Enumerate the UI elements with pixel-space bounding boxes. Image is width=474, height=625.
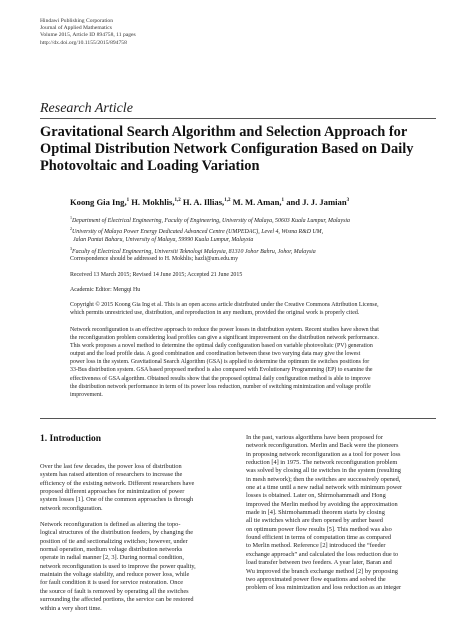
title-line: Photovoltaic and Loading Variation: [40, 158, 260, 174]
body-line: all tie switches which are then opened by anther based: [246, 517, 383, 525]
title-line: Optimal Distribution Network Configuration Based on Daily: [40, 141, 414, 157]
body-line: in proposing network reconfiguration as a tool for power loss: [246, 450, 401, 458]
body-line: found efficient in terms of computation time as compared: [246, 534, 392, 542]
abstract-divider: [40, 418, 436, 419]
body-line: for fault condition it is used for service restoration. Once: [40, 579, 184, 587]
copyright-line: which permits unrestricted use, distribution, and reproduction in any medium, provided the original work is properly cited.: [70, 309, 360, 316]
abstract-line: effectiveness of GSA algorithm. Obtained results show that the proposed optimal daily configuration method is able to improve: [70, 375, 371, 382]
body-line: position of tie and sectionalizing switches; however, under: [40, 537, 188, 545]
paper-title: [40, 124, 440, 175]
body-line: two approximated power flow equations and solved the: [246, 575, 386, 583]
body-line: was solved by closing all tie switches in the system (resulting: [246, 467, 401, 475]
body-line: one at a time until a new radial network with minimum power: [246, 484, 403, 492]
author-name: M. M. Aman,: [232, 197, 282, 207]
affiliation-line: $^2$University of Malaya Power Energy Dedicated Advanced Centre (UMPEDAC), Level 4, Wisma R&D UM,: [70, 226, 324, 236]
body-line: system losses [1]. One of the common approaches is through: [40, 496, 194, 504]
body-line: operate in radial manner [2, 3]. During normal condition,: [40, 554, 184, 562]
body-line: maintain the voltage stability, and reduce power loss, while: [40, 571, 190, 579]
publication-dates: Received 13 March 2015; Revised 14 June 2015; Accepted 21 June 2015: [70, 272, 243, 278]
abstract-line: This work proposes a novel method to determine the optimal daily configuration based on variable photovoltaic (PV) generation: [70, 343, 373, 350]
body-line: on optimum power flow results [5]. This method was also: [246, 525, 392, 533]
correspondence: Correspondence should be addressed to H. Mokhlis; hazli@um.edu.my: [70, 256, 239, 262]
body-line: network reconfiguration. Merlin and Back were the pioneers: [246, 442, 399, 450]
author-affil-sup: 1,2: [224, 198, 231, 204]
abstract-line: output and the load profile data. A good combination and coordination between these two varying data may give the lowest: [70, 351, 361, 358]
author-affil-sup: 1: [126, 198, 130, 204]
affiliation-line: $^3$Faculty of Electrical Engineering, Universiti Teknologi Malaysia, 81310 Johor Bahru, Johor, Malaysia: [70, 245, 316, 255]
body-line: network reconfiguration is used to improve the power quality,: [40, 562, 196, 570]
body-line: reduction [4] in 1975. The network reconfiguration problem: [246, 459, 398, 467]
body-line: Over the last few decades, the power loss of distribution: [40, 463, 182, 470]
affiliation-line: $^1$Department of Electrical Engineering, Faculty of Engineering, University of Malaya, 50603 Kuala Lumpur, Malaysia: [70, 215, 350, 224]
title-line: Gravitational Search Algorithm and Selection Approach for: [40, 124, 408, 140]
affiliation-line: Jalan Pantai Baharu, University of Malaya, 59990 Kuala Lumpur, Malaysia: [73, 237, 254, 244]
author-name: H. Mokhlis,: [131, 197, 175, 207]
body-line: the source of fault is removed by operating all the switches: [40, 587, 189, 595]
copyright-line: Copyright © 2015 Koong Gia Ing et al. This is an open access article distributed under the Creative Commons Attribution License,: [70, 302, 379, 308]
author-name: Koong Gia Ing,: [70, 197, 127, 207]
header-divider: [40, 118, 436, 119]
publisher-name: Hindawi Publishing Corporation: [40, 18, 114, 24]
abstract-line: power loss in the system. Gravitational Search Algorithm (GSA) is applied to determine the optimum tie switches positions for: [70, 359, 370, 366]
body-line: problem of loss minimization and loss reduction as an integer: [246, 584, 402, 592]
author-affil-sup: 1,2: [174, 198, 181, 204]
abstract-line: the distribution network performance in term of its power loss reduction, number of switching minimization and voltage profile: [70, 383, 371, 390]
body-line: in mesh network); then the switches are successively opened,: [246, 475, 401, 483]
journal-masthead: [40, 18, 136, 47]
body-line: losses is obtained. Later on, Shirmohammadi and Hong: [246, 492, 386, 500]
author-affil-sup: 3: [346, 198, 350, 204]
doi-link[interactable]: http://dx.doi.org/10.1155/2015/894758: [40, 39, 127, 46]
academic-editor: Academic Editor: Mengqi Hu: [70, 287, 141, 293]
left-column: [40, 463, 230, 613]
body-line: In the past, various algorithms have been proposed for: [246, 434, 383, 441]
body-line: improved the Merlin method by avoiding the approximation: [246, 500, 398, 508]
volume-line: Volume 2015, Article ID 894758, 11 pages: [40, 32, 136, 39]
abstract-line: the reconfiguration problem considering load profiles can give a significant improvement on the distribution network performance.: [70, 335, 379, 342]
body-line: Wu improved the branch exchange method [2] by proposing: [246, 567, 398, 575]
body-line: normal operation, medium voltage distribution networks: [40, 546, 183, 554]
abstract: [70, 326, 440, 399]
body-line: system has raised attention of researchers to increase the: [40, 471, 183, 479]
body-line: load transfer between two feeders. A year later, Baran and: [246, 559, 392, 567]
abstract-line: Network reconfiguration is an effective approach to reduce the power losses in distribution system. Recent studies have shown that: [70, 327, 379, 333]
section-heading-introduction: 1. Introduction: [40, 434, 102, 444]
body-line: to Merlin method. Reference [2] introduced the “feeder: [246, 542, 386, 550]
author-name: and J. J. Jamian: [286, 197, 347, 207]
body-line: made in [4]. Shirmohammadi theorem starts by closing: [246, 509, 385, 517]
abstract-line: 33-Bus distribution system. GSA based proposed method is also compared with Evolutionary Programming (EP) to examine the: [70, 367, 373, 374]
body-line: proposed different approaches for minimization of power: [40, 488, 185, 496]
right-column: [246, 434, 436, 593]
author-affil-sup: 1: [281, 198, 285, 204]
body-line: logical structures of the distribution feeders, by changing the: [40, 529, 194, 537]
body-line: efficiency of the existing network. Different researchers have: [40, 479, 195, 487]
body-line: exchange approach” and calculated the loss reduction due to: [246, 550, 399, 558]
author-list: [70, 197, 349, 207]
body-line: Network reconfiguration is defined as altering the topo-: [40, 521, 181, 529]
article-type: Research Article: [40, 101, 133, 116]
affiliations: [70, 214, 450, 256]
journal-name: Journal of Applied Mathematics: [40, 25, 112, 32]
paragraph-gap: [40, 513, 230, 521]
body-line: network reconfiguration.: [40, 504, 103, 512]
abstract-line: improvement.: [70, 391, 103, 398]
body-line: surrounding the affected portions, the service can be restored: [40, 596, 194, 604]
body-line: within a very short time.: [40, 604, 102, 612]
copyright-notice: [70, 302, 440, 317]
author-name: H. A. Illias,: [182, 197, 225, 207]
